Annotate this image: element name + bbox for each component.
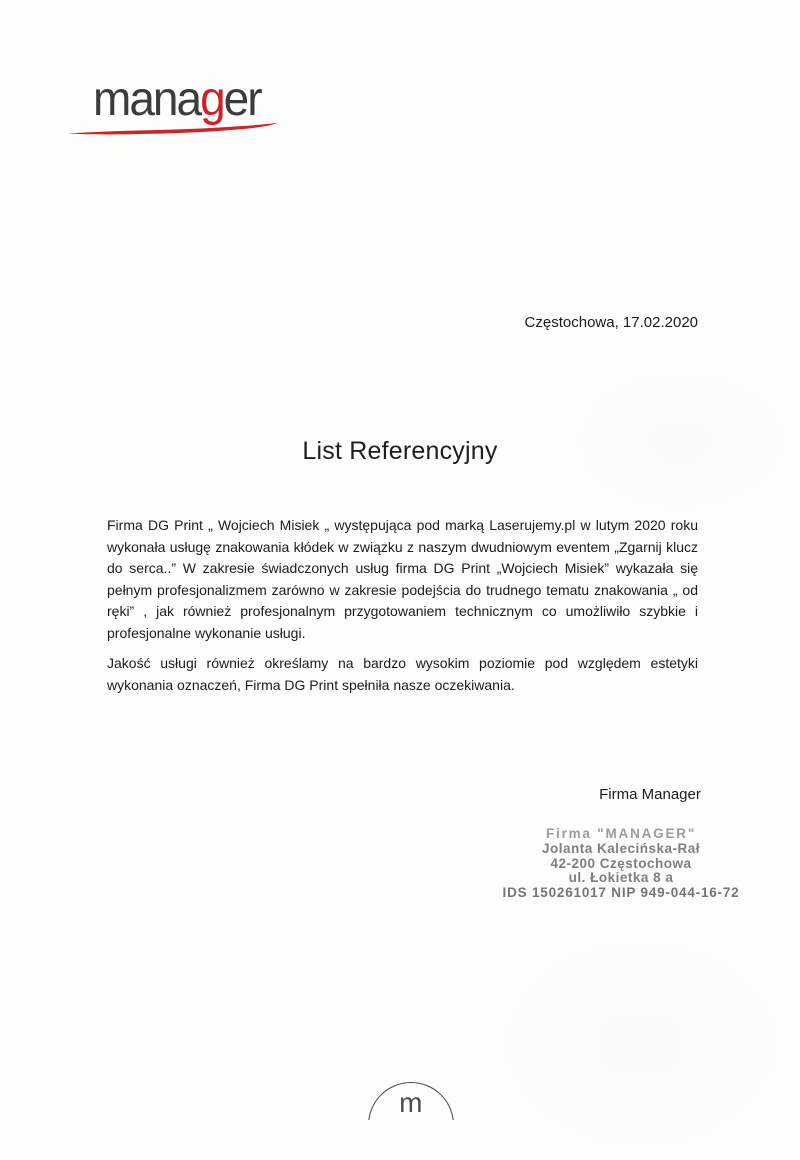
footer-circle-outline [368,1082,454,1120]
letter-paragraph-1: Firma DG Print „ Wojciech Misiek „ występująca pod marką Laserujemy.pl w lutym 2020 roku wykonała usługę znakowania kłódek w związku z naszym dwudniowym eventem „Zgarnij klucz do serca..” W zakresie świadczonych usług firma DG Print „Wojciech Misiek” wykazała się pełnym profesjonalizmem zarówno w zakresie podejścia do trudnego tematu znakowania „ od ręki” , jak również profesjonalnym przygotowaniem technicznym co umożliwiło szybkie i profesjonalne wykonanie usługi. [107,517,698,641]
date-line: Częstochowa, 17.02.2020 [524,314,698,331]
stamp-street: ul. Łokietka 8 a [568,870,674,886]
letter-body [107,515,698,705]
manager-logo [67,70,283,140]
footer-circle-logo [368,1082,458,1120]
logo-text-accent-g: g [200,70,224,126]
signature-label: Firma Manager [599,786,701,803]
stamp-company-name: Firma "MANAGER" [545,826,697,841]
stamp-city: 42-200 Częstochowa [550,855,692,871]
logo-underline-swoosh-icon [67,121,279,137]
letter-title: List Referencyjny [302,437,498,465]
logo-text-pre: mana [93,70,201,126]
stamp-owner-name: Jolanta Kalecińska-Rał [541,840,701,856]
logo-text-post: er [223,70,261,126]
stamp-ids-nip: IDS 150261017 NIP 949-044-16-72 [502,885,740,901]
footer-monogram-letter: m [399,1087,423,1118]
company-stamp [500,827,742,901]
letter-paragraph-2: Jakość usługi również określamy na bardzo wysokim poziomie pod względem estetyki wykonania oznaczeń, Firma DG Print spełniła nasze oczekiwania. [107,655,698,693]
manager-logo-wordmark [93,70,283,126]
